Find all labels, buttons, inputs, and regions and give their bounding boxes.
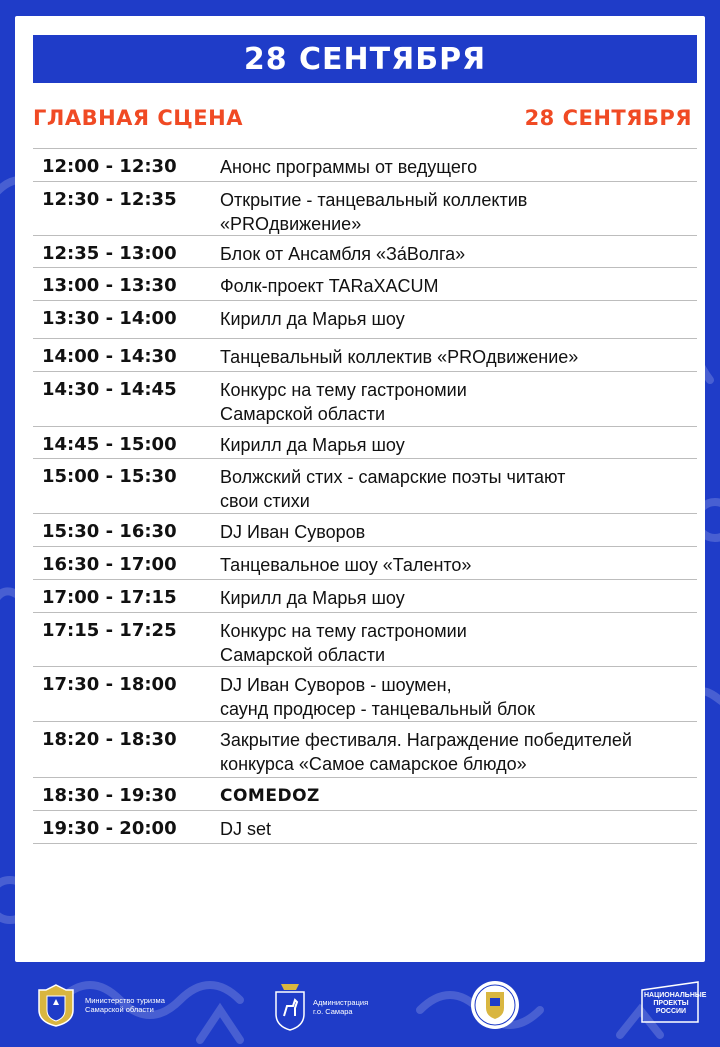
- schedule-event: Анонс программы от ведущего: [220, 157, 478, 177]
- administration-logo: [273, 982, 368, 1032]
- schedule-event: Кирилл да Марья шоу: [220, 588, 405, 608]
- schedule-time: 13:00 - 13:30: [42, 275, 177, 296]
- schedule-row: [33, 459, 697, 514]
- coat-of-arms-icon: [33, 982, 79, 1028]
- schedule-row: [33, 182, 697, 236]
- schedule-event: Танцевальный коллектив «PROдвижение»: [220, 347, 579, 367]
- schedule-row: [33, 268, 697, 301]
- schedule-time: 17:30 - 18:00: [42, 674, 177, 695]
- schedule-time: 18:20 - 18:30: [42, 729, 177, 750]
- schedule-time: 14:30 - 14:45: [42, 379, 177, 400]
- schedule-event: Волжский стих - самарские поэты читают свои стихи: [220, 467, 566, 511]
- schedule-event: DJ Иван Суворов - шоумен, саунд продюсер - танцевальный блок: [220, 675, 536, 719]
- schedule-time: 18:30 - 19:30: [42, 785, 177, 806]
- schedule-row: [33, 580, 697, 613]
- schedule-row: [33, 778, 697, 811]
- schedule-time: 19:30 - 20:00: [42, 818, 177, 839]
- schedule-row: [33, 722, 697, 778]
- samara-emblem-icon: [273, 982, 307, 1032]
- schedule-row: [33, 514, 697, 547]
- schedule-table: [33, 148, 697, 844]
- festival-logo: [470, 978, 520, 1032]
- national-projects-label: НАЦИОНАЛЬНЫЕ ПРОЕКТЫ РОССИИ: [644, 992, 707, 1015]
- schedule-row: [33, 372, 697, 427]
- schedule-time: 14:45 - 15:00: [42, 434, 177, 455]
- schedule-time: 13:30 - 14:00: [42, 308, 177, 329]
- schedule-row: [33, 236, 697, 268]
- schedule-time: 16:30 - 17:00: [42, 554, 177, 575]
- schedule-event: Закрытие фестиваля. Награждение победителей конкурса «Самое самарское блюдо»: [220, 730, 632, 774]
- ministry-label: Министерство туризма Самарской области: [85, 996, 165, 1014]
- schedule-event: Конкурс на тему гастрономии Самарской области: [220, 380, 467, 424]
- schedule-row: [33, 339, 697, 372]
- schedule-row: [33, 301, 697, 339]
- schedule-event: Открытие - танцевальный коллектив «PROдвижение»: [220, 190, 528, 234]
- schedule-row: [33, 427, 697, 459]
- date-banner: 28 СЕНТЯБРЯ: [33, 35, 697, 83]
- schedule-time: 12:35 - 13:00: [42, 243, 177, 264]
- schedule-row: [33, 547, 697, 580]
- round-emblem-icon: [470, 978, 520, 1032]
- schedule-time: 17:00 - 17:15: [42, 587, 177, 608]
- schedule-time: 12:00 - 12:30: [42, 156, 177, 177]
- schedule-time: 12:30 - 12:35: [42, 189, 177, 210]
- ministry-logo: [33, 982, 165, 1028]
- schedule-row: [33, 149, 697, 182]
- schedule-event: Кирилл да Марья шоу: [220, 435, 405, 455]
- schedule-event: DJ Иван Суворов: [220, 522, 366, 542]
- administration-label: Администрация г.о. Самара: [313, 998, 369, 1016]
- stage-title: ГЛАВНАЯ СЦЕНА: [33, 106, 243, 130]
- schedule-time: 15:30 - 16:30: [42, 521, 177, 542]
- schedule-event: Кирилл да Марья шоу: [220, 309, 405, 329]
- schedule-event: Блок от Ансамбля «За́Волга»: [220, 244, 466, 264]
- schedule-event: Конкурс на тему гастрономии Самарской области: [220, 621, 467, 665]
- schedule-event: Танцевальное шоу «Таленто»: [220, 555, 472, 575]
- schedule-row: [33, 811, 697, 844]
- footer: [0, 962, 720, 1047]
- schedule-row: [33, 667, 697, 722]
- schedule-event: DJ set: [220, 819, 272, 839]
- stage-date: 28 СЕНТЯБРЯ: [524, 106, 692, 130]
- schedule-time: 14:00 - 14:30: [42, 346, 177, 367]
- schedule-event: Фолк-проект TARaXACUM: [220, 276, 439, 296]
- schedule-time: 15:00 - 15:30: [42, 466, 177, 487]
- national-projects-logo: [640, 980, 707, 1024]
- schedule-time: 17:15 - 17:25: [42, 620, 177, 641]
- schedule-event: COMEDOZ: [220, 786, 320, 806]
- schedule-row: [33, 613, 697, 667]
